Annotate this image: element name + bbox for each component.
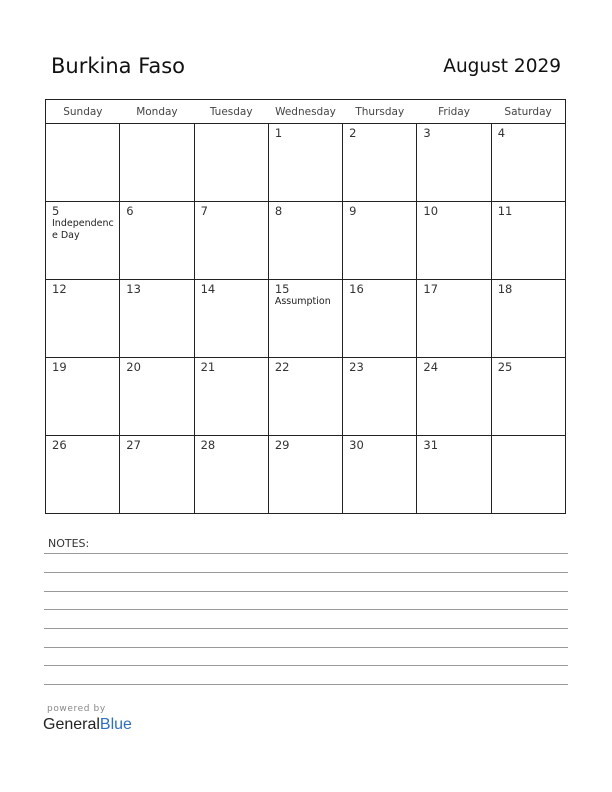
day-number: 1	[274, 126, 283, 140]
day-number: 23	[349, 360, 364, 374]
day-number: 31	[423, 438, 439, 452]
day-cell	[120, 202, 194, 280]
day-cell	[343, 358, 417, 436]
day-cell	[120, 358, 194, 436]
day-cell	[268, 436, 342, 514]
week-row	[46, 124, 566, 202]
day-number: 22	[274, 360, 290, 374]
day-number: 3	[423, 126, 431, 140]
day-cell	[120, 124, 194, 202]
day-number: 8	[274, 204, 283, 218]
day-cell	[417, 436, 491, 514]
day-cell	[194, 202, 268, 280]
day-cell	[343, 202, 417, 280]
day-number: 11	[497, 204, 513, 218]
day-cell	[491, 280, 565, 358]
day-cell	[46, 358, 120, 436]
day-number: 14	[200, 282, 216, 296]
day-cell	[268, 202, 342, 280]
day-cell	[343, 280, 417, 358]
day-cell	[343, 436, 417, 514]
day-cell	[268, 280, 342, 358]
weekday-wednesday: Wednesday	[268, 100, 342, 124]
note-line	[44, 628, 568, 629]
note-line	[44, 572, 568, 573]
day-number: 9	[349, 204, 357, 218]
day-number: 27	[126, 438, 141, 452]
calendar-grid	[45, 99, 566, 514]
day-number: 29	[274, 438, 290, 452]
day-cell	[194, 436, 268, 514]
day-cell	[120, 436, 194, 514]
note-line	[44, 684, 568, 685]
day-cell	[417, 202, 491, 280]
day-number: 25	[497, 360, 513, 374]
day-number: 12	[52, 282, 67, 296]
weekday-sunday: Sunday	[46, 100, 120, 124]
day-number: 24	[423, 360, 439, 374]
day-number: 18	[497, 282, 513, 296]
generalblue-logo[interactable]	[43, 716, 132, 734]
day-cell	[46, 124, 120, 202]
day-number: 21	[200, 360, 216, 374]
holiday-label: Independence Day	[52, 218, 114, 241]
day-cell	[268, 124, 342, 202]
day-number: 10	[423, 204, 439, 218]
day-cell	[417, 358, 491, 436]
day-cell	[46, 436, 120, 514]
day-number: 16	[349, 282, 364, 296]
holiday-label: Assumption	[274, 296, 331, 307]
notes-label: NOTES:	[48, 537, 90, 550]
day-number: 28	[200, 438, 216, 452]
week-row	[46, 436, 566, 514]
day-cell	[46, 280, 120, 358]
day-cell	[417, 124, 491, 202]
day-cell	[491, 124, 565, 202]
week-row	[46, 202, 566, 280]
day-cell	[46, 202, 120, 280]
day-cell	[417, 280, 491, 358]
day-number: 6	[126, 204, 134, 218]
day-number: 26	[52, 438, 67, 452]
day-cell	[194, 358, 268, 436]
day-number: 2	[349, 126, 357, 140]
note-line	[44, 609, 568, 610]
day-cell	[194, 280, 268, 358]
brand-blue-text: Blue	[99, 716, 132, 733]
powered-by-text: powered by	[47, 704, 106, 714]
weekday-thursday: Thursday	[343, 100, 417, 124]
day-cell	[491, 202, 565, 280]
day-number: 17	[423, 282, 439, 296]
day-cell	[491, 358, 565, 436]
month-title: August 2029	[443, 56, 561, 77]
weekday-header-row	[46, 100, 566, 124]
note-line	[44, 647, 568, 648]
note-line	[44, 553, 568, 554]
country-title: Burkina Faso	[51, 54, 186, 78]
day-number: 30	[349, 438, 364, 452]
day-number: 4	[497, 126, 506, 140]
brand-general-text: General	[43, 716, 100, 733]
day-number: 20	[126, 360, 141, 374]
day-number: 19	[52, 360, 67, 374]
week-row	[46, 358, 566, 436]
day-number: 13	[126, 282, 141, 296]
weekday-friday: Friday	[417, 100, 491, 124]
day-cell	[491, 436, 565, 514]
note-line	[44, 665, 568, 666]
day-cell	[343, 124, 417, 202]
weekday-monday: Monday	[120, 100, 194, 124]
weekday-saturday: Saturday	[491, 100, 565, 124]
weekday-tuesday: Tuesday	[194, 100, 268, 124]
day-number: 5	[52, 204, 60, 218]
day-number: 15	[274, 282, 290, 296]
day-cell	[268, 358, 342, 436]
day-number: 7	[200, 204, 208, 218]
day-cell	[120, 280, 194, 358]
week-row	[46, 280, 566, 358]
note-line	[44, 591, 568, 592]
day-cell	[194, 124, 268, 202]
